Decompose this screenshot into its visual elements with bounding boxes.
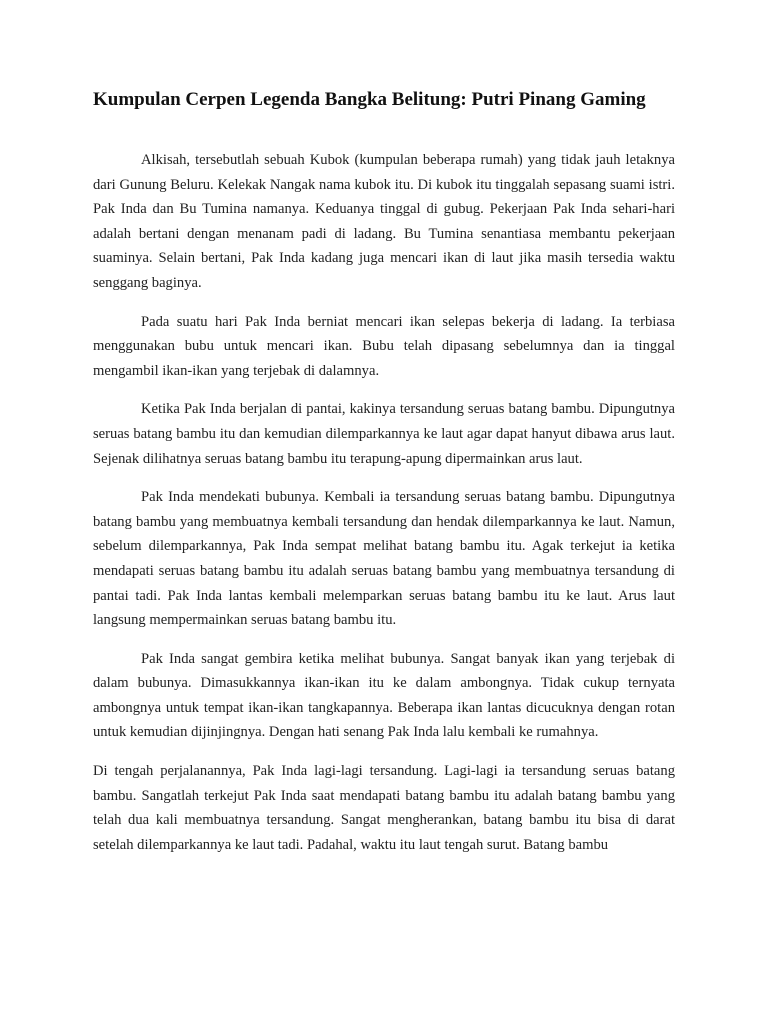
- paragraph-3: Ketika Pak Inda berjalan di pantai, kakinya tersandung seruas batang bambu. Dipungutnya seruas batang bambu itu dan kemudian dilemparkannya ke laut agar dapat hanyut dibawa arus laut. Sejenak dilihatnya seruas batang bambu itu terapung-apung dipermainkan arus laut.: [93, 401, 675, 467]
- paragraph-2: Pada suatu hari Pak Inda berniat mencari ikan selepas bekerja di ladang. Ia terbiasa menggunakan bubu untuk mencari ikan. Bubu telah dipasang sebelumnya dan ia tinggal mengambil ikan-ikan yang terjebak di dalamnya.: [93, 313, 675, 379]
- paragraph-1: Alkisah, tersebutlah sebuah Kubok (kumpulan beberapa rumah) yang tidak jauh letaknya dari Gunung Beluru. Kelekak Nangak nama kubok itu. Di kubok itu tinggalah sepasang suami istri. Pak Inda dan Bu Tumina namanya. Keduanya tinggal di gubug. Pekerjaan Pak Inda sehari-hari adalah bertani dengan menanam padi di ladang. Bu Tumina senantiasa membantu pekerjaan suaminya. Selain bertani, Pak Inda kadang juga mencari ikan di laut jika masih tersedia waktu senggang baginya.: [93, 152, 675, 291]
- paragraph-6: Di tengah perjalanannya, Pak Inda lagi-lagi tersandung. Lagi-lagi ia tersandung seruas batang bambu. Sangatlah terkejut Pak Inda saat mendapati batang bambu itu adalah batang bambu yang telah dua kali membuatnya tersandung. Sangat mengherankan, batang bambu itu bisa di darat setelah dilemparkannya ke laut tadi. Padahal, waktu itu laut tengah surut. Batang bambu: [93, 763, 675, 853]
- document-body: [93, 148, 675, 871]
- document-title: Kumpulan Cerpen Legenda Bangka Belitung: Putri Pinang Gaming: [93, 89, 646, 110]
- paragraph-4: Pak Inda mendekati bubunya. Kembali ia tersandung seruas batang bambu. Dipungutnya batang bambu yang membuatnya kembali tersandung dan hendak dilemparkannya ke laut. Namun, sebelum dilemparkannya, Pak Inda sempat melihat batang bambu itu. Agak terkejut ia ketika mendapati seruas batang bambu itu adalah seruas batang bambu yang membuatnya tersandung di pantai tadi. Pak Inda lantas kembali melemparkan seruas batang bambu itu ke laut. Arus laut langsung mempermainkan seruas batang bambu itu.: [93, 489, 675, 629]
- paragraph-5: Pak Inda sangat gembira ketika melihat bubunya. Sangat banyak ikan yang terjebak di dalam bubunya. Dimasukkannya ikan-ikan itu ke dalam ambongnya. Tidak cukup ternyata ambongnya untuk tempat ikan-ikan tangkapannya. Beberapa ikan lantas dicucuknya dengan rotan untuk kemudian dijinjingnya. Dengan hati senang Pak Inda lalu kembali ke rumahnya.: [93, 650, 675, 741]
